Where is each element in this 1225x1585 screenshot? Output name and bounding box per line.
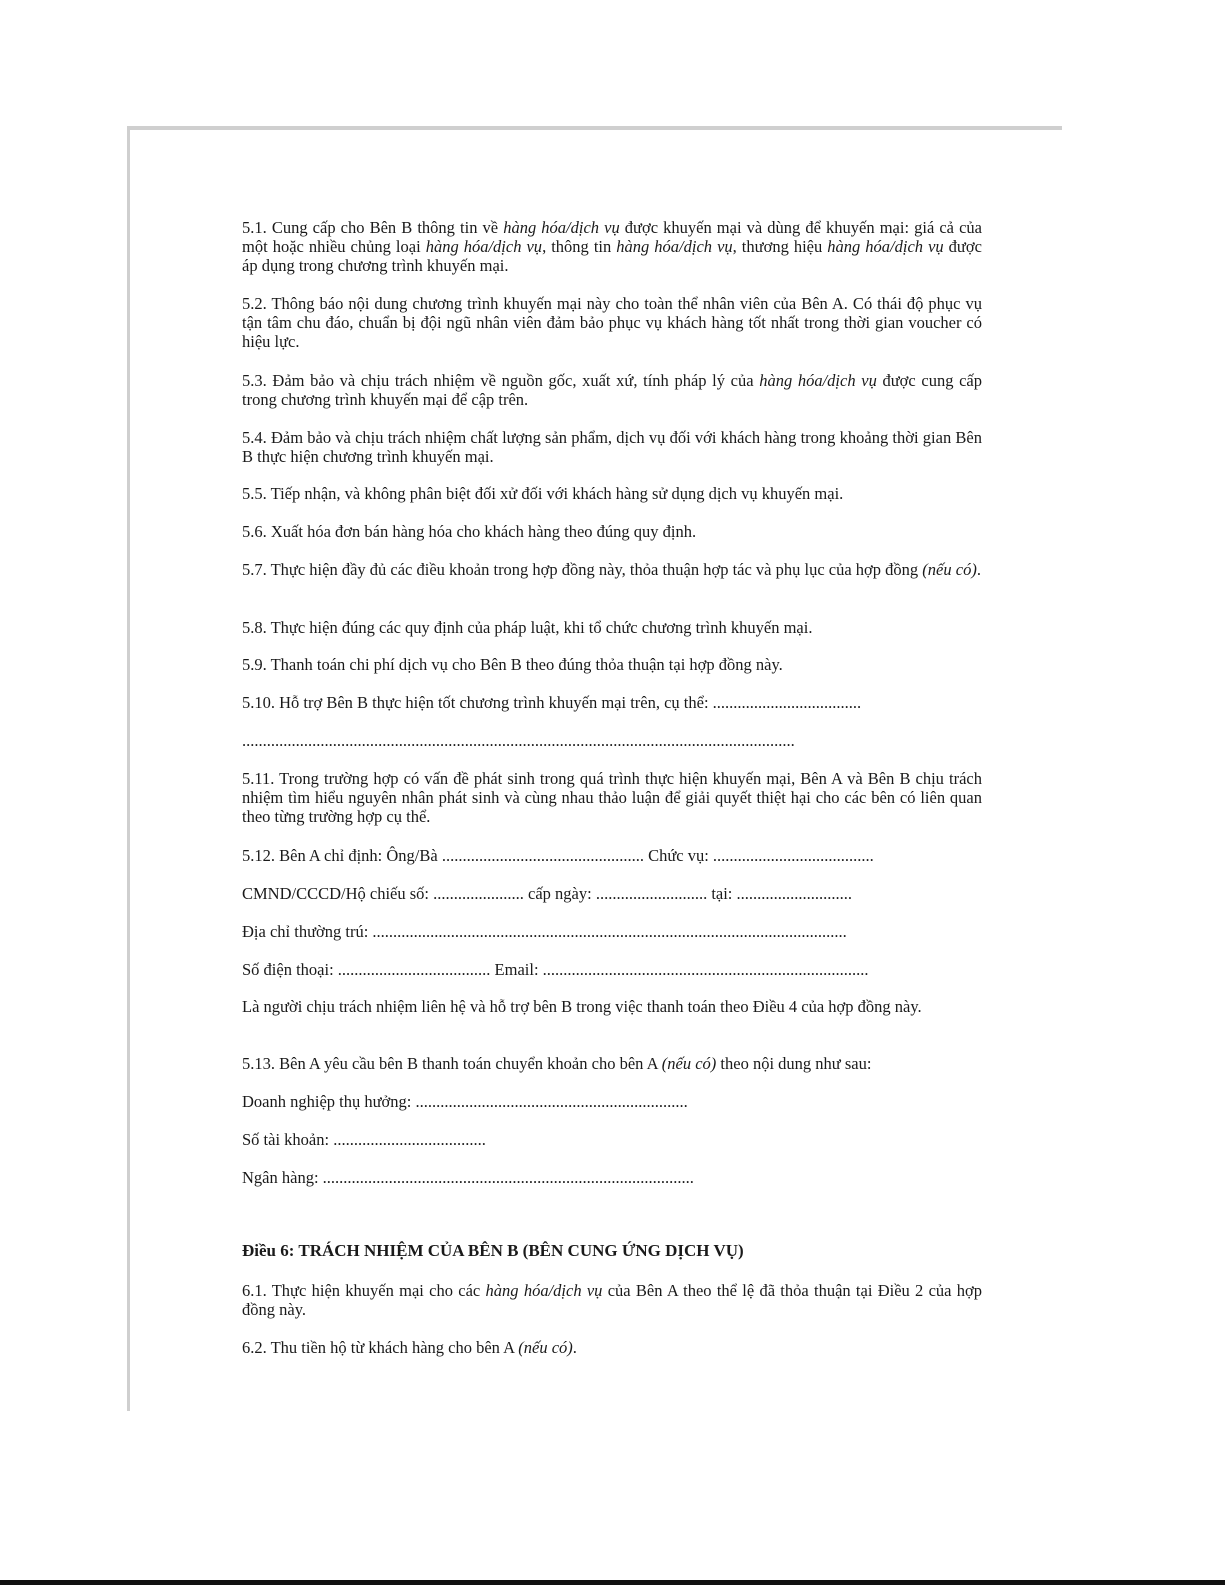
bank-line: Ngân hàng: .......................................................................................... <box>242 1168 694 1187</box>
clause-5-10-continuation: ...................................................................................................................................... <box>242 731 795 750</box>
phone-email-line: Số điện thoại: ..................................... Email: ............................................................................... <box>242 960 869 979</box>
clause-5-6: 5.6. Xuất hóa đơn bán hàng hóa cho khách hàng theo đúng quy định. <box>242 522 697 541</box>
clause-6-1: 6.1. Thực hiện khuyến mại cho các hàng hóa/dịch vụ của Bên A theo thể lệ đã thỏa thuận tại Điều 2 của hợp đồng này. <box>242 1281 982 1319</box>
clause-5-8: 5.8. Thực hiện đúng các quy định của pháp luật, khi tổ chức chương trình khuyến mại. <box>242 618 813 637</box>
id-document-line: CMND/CCCD/Hộ chiếu số: ...................... cấp ngày: ........................... tại: ............................ <box>242 884 853 903</box>
clause-6-2: 6.2. Thu tiền hộ từ khách hàng cho bên A (nếu có). <box>242 1338 577 1357</box>
clause-5-2: 5.2. Thông báo nội dung chương trình khuyến mại này cho toàn thể nhân viên của Bên A. Có thái độ phục vụ tận tâm chu đáo, chuẩn bị đội ngũ nhân viên đảm bảo phục vụ khách hàng tốt nhất trong thời gian voucher có hiệu lực. <box>242 294 982 351</box>
bottom-rule <box>0 1580 1225 1585</box>
clause-5-7: 5.7. Thực hiện đầy đủ các điều khoản trong hợp đồng này, thỏa thuận hợp tác và phụ lục của hợp đồng (nếu có). <box>242 560 981 579</box>
clause-5-5: 5.5. Tiếp nhận, và không phân biệt đối xử đối với khách hàng sử dụng dịch vụ khuyến mại. <box>242 484 844 503</box>
beneficiary-company-line: Doanh nghiệp thụ hưởng: .................................................................. <box>242 1092 688 1111</box>
clause-5-11: 5.11. Trong trường hợp có vấn đề phát sinh trong quá trình thực hiện khuyến mại, Bên A và Bên B chịu trách nhiệm tìm hiểu nguyên nhân phát sinh và cùng nhau thảo luận để giải quyết thiệt hại cho các bên có liên quan theo từng trường hợp cụ thể. <box>242 769 982 826</box>
permanent-address-line: Địa chỉ thường trú: ................................................................................................................... <box>242 922 847 941</box>
clause-5-10: 5.10. Hỗ trợ Bên B thực hiện tốt chương trình khuyến mại trên, cụ thể: .................................... <box>242 693 862 712</box>
clause-5-3: 5.3. Đảm bảo và chịu trách nhiệm về nguồn gốc, xuất xứ, tính pháp lý của hàng hóa/dịch vụ được cung cấp trong chương trình khuyến mại để cập trên. <box>242 371 982 409</box>
responsible-person-note: Là người chịu trách nhiệm liên hệ và hỗ trợ bên B trong việc thanh toán theo Điều 4 của hợp đồng này. <box>242 997 922 1016</box>
page-border-left <box>127 126 130 1411</box>
article-6-heading: Điều 6: TRÁCH NHIỆM CỦA BÊN B (BÊN CUNG ỨNG DỊCH VỤ) <box>242 1241 744 1260</box>
clause-5-4: 5.4. Đảm bảo và chịu trách nhiệm chất lượng sản phẩm, dịch vụ đối với khách hàng trong khoảng thời gian Bên B thực hiện chương trình khuyến mại. <box>242 428 982 466</box>
clause-5-13: 5.13. Bên A yêu cầu bên B thanh toán chuyển khoản cho bên A (nếu có) theo nội dung như sau: <box>242 1054 872 1073</box>
clause-5-12: 5.12. Bên A chỉ định: Ông/Bà ................................................. Chức vụ: ....................................... <box>242 846 874 865</box>
page-border-top <box>127 126 1062 130</box>
clause-5-9: 5.9. Thanh toán chi phí dịch vụ cho Bên B theo đúng thỏa thuận tại hợp đồng này. <box>242 655 783 674</box>
clause-5-1: 5.1. Cung cấp cho Bên B thông tin về hàng hóa/dịch vụ được khuyến mại và dùng để khuyến mại: giá cả của một hoặc nhiều chủng loại hàng hóa/dịch vụ, thông tin hàng hóa/dịch vụ, thương hiệu hàng hóa/dịch vụ được áp dụng trong chương trình khuyến mại. <box>242 218 982 275</box>
account-number-line: Số tài khoản: ..................................... <box>242 1130 486 1149</box>
